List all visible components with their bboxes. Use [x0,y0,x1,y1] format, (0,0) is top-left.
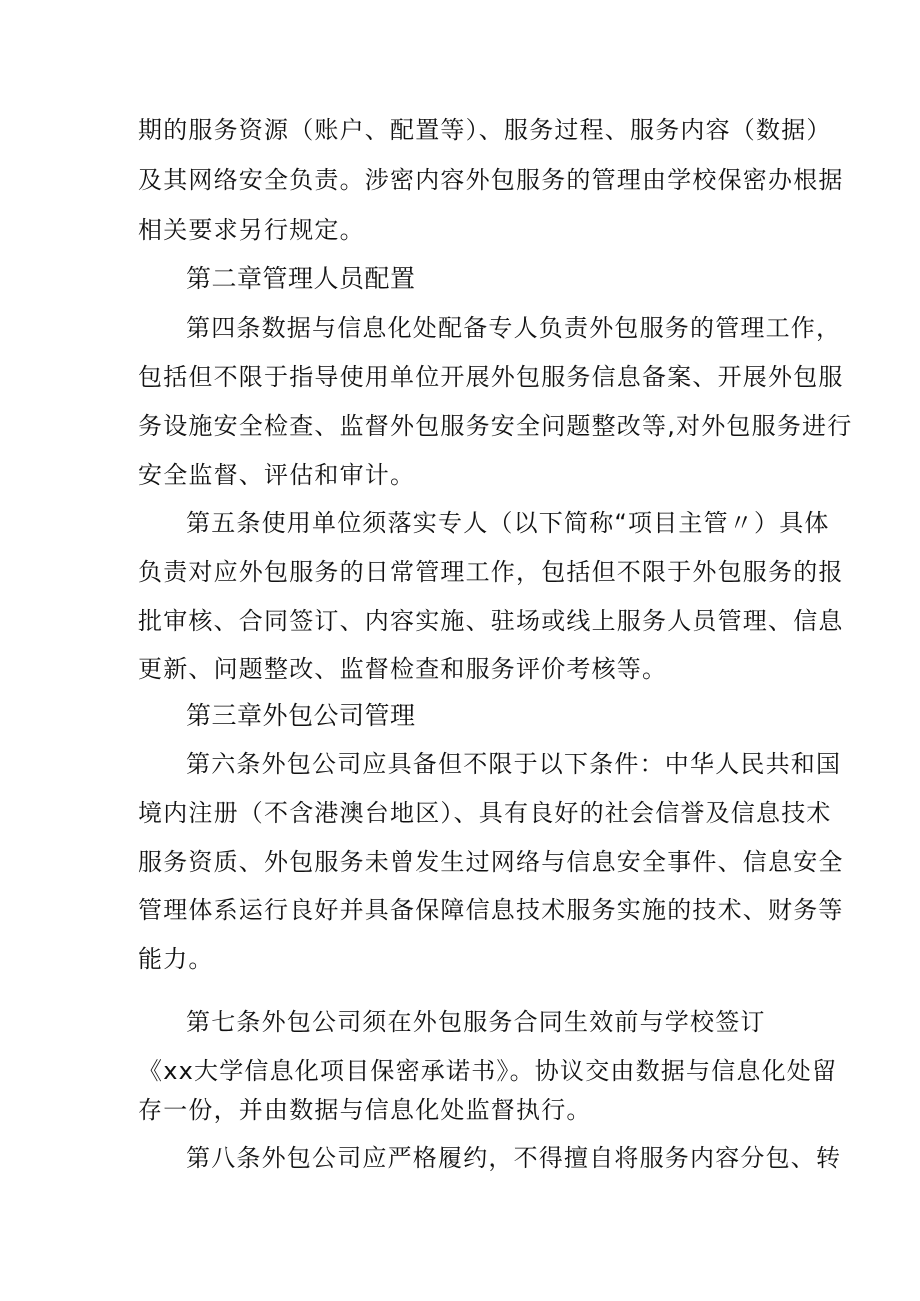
paragraph-line: 及其网络安全负责。涉密内容外包服务的管理由学校保密办根据 [138,166,844,194]
paragraph-line: 批审核、合同签订、内容实施、驻场或线上服务人员管理、信息 [138,607,844,635]
paragraph-line: 负责对应外包服务的日常管理工作，包括但不限于外包服务的报 [138,558,844,586]
paragraph-line: 更新、问题整改、监督检查和服务评价考核等。 [138,655,668,683]
paragraph-line: 境内注册（不含港澳台地区）、具有良好的社会信誉及信息技术 [138,799,832,827]
paragraph-line: 能力。 [138,945,214,973]
paragraph-line: 第七条外包公司须在外包服务合同生效前与学校签订 [186,1008,766,1036]
paragraph-line: 期的服务资源（账户、配置等）、服务过程、服务内容（数据） [138,116,832,144]
paragraph-line: 管理体系运行良好并具备保障信息技术服务实施的技术、财务等 [138,896,844,924]
paragraph-line: 第四条数据与信息化处配备专人负责外包服务的管理工作， [186,314,842,342]
paragraph-line: 务设施安全检查、监督外包服务安全问题整改等,对外包服务进行 [138,412,853,440]
paragraph-line: 存一份，并由数据与信息化处监督执行。 [138,1096,592,1124]
paragraph-line: 包括但不限于指导使用单位开展外包服务信息备案、开展外包服 [138,363,844,391]
paragraph-line: 第五条使用单位须落实专人（以下简称“项目主管〃）具体 [186,509,830,537]
paragraph-line: 服务资质、外包服务未曾发生过网络与信息安全事件、信息安全 [138,848,844,876]
paragraph-line: 相关要求另行规定。 [138,216,365,244]
paragraph-line: 第六条外包公司应具备但不限于以下条件：中华人民共和国 [186,750,842,778]
paragraph-line: 安全监督、评估和审计。 [138,461,416,489]
paragraph-line: 《xx大学信息化项目保密承诺书》。协议交由数据与信息化处留 [138,1057,838,1085]
chapter-heading: 第三章外包公司管理 [186,701,416,730]
paragraph-line: 第八条外包公司应严格履约，不得擅自将服务内容分包、转 [186,1144,842,1172]
chapter-heading: 第二章管理人员配置 [186,264,416,293]
